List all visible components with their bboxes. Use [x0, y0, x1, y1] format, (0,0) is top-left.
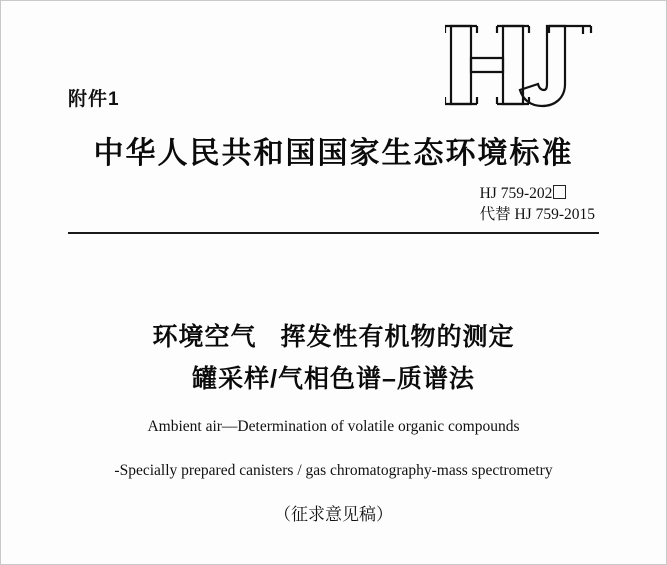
standard-number: HJ 759-202 — [479, 185, 553, 202]
hj-logo-icon — [445, 18, 595, 108]
english-subtitle: -Specially prepared canisters / gas chromatography-mass spectrometry — [114, 462, 553, 479]
title-line2: 罐采样/气相色谱–质谱法 — [192, 365, 475, 393]
page-edge-left — [0, 0, 1, 565]
document-title — [0, 316, 667, 400]
title-line1-part1: 环境空气 — [152, 323, 257, 351]
draft-status-label: （征求意见稿） — [274, 505, 393, 524]
title-line1-part2: 挥发性有机物的测定 — [280, 323, 515, 351]
english-title: Ambient air—Determination of volatile organic compounds — [147, 418, 520, 435]
year-placeholder-box — [553, 185, 566, 199]
issuing-authority-title: 中华人民共和国国家生态环境标准 — [93, 137, 574, 170]
standard-code-block — [480, 183, 595, 225]
standard-number-line — [480, 183, 595, 204]
attachment-label: 附件1 — [68, 89, 120, 110]
header-divider-rule — [68, 232, 599, 234]
replaces-line: 代替 HJ 759-2015 — [479, 206, 595, 223]
